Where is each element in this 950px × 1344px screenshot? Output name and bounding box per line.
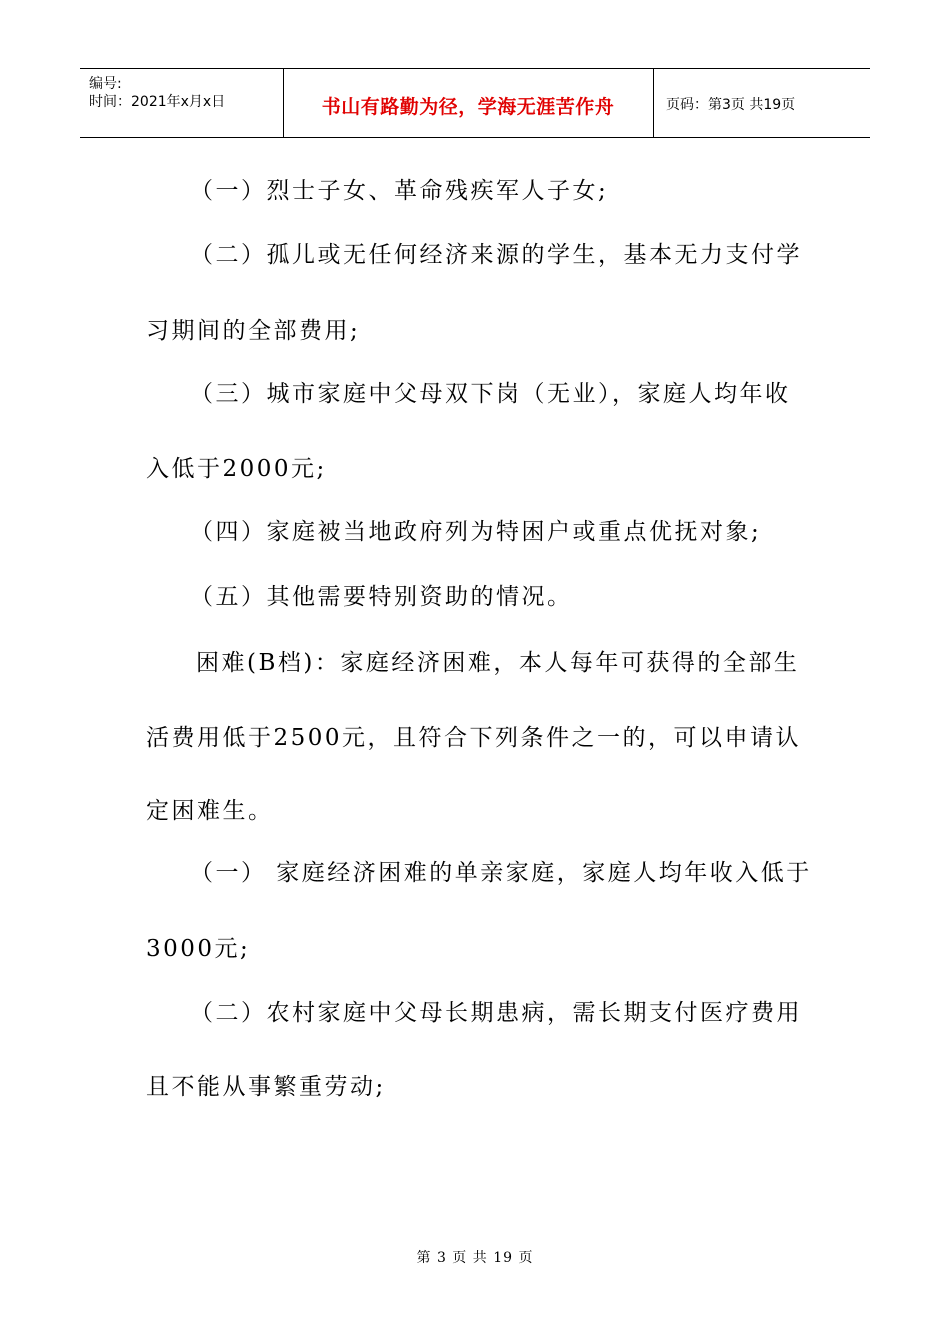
body-line-1: （一）烈士子女、革命残疾军人子女; [190, 178, 609, 204]
body-line-7: （五）其他需要特别资助的情况。 [190, 584, 573, 610]
body-line-8: 困难(B档)：家庭经济困难，本人每年可获得的全部生 [196, 650, 800, 676]
page-header [80, 68, 870, 138]
header-motto-cell [283, 69, 654, 137]
body-line-5: 入低于2000元; [146, 456, 327, 482]
page-footer: 第 3 页 共 19 页 [416, 1250, 534, 1266]
header-page-number: 页码：第3页 共19页 [666, 97, 796, 113]
header-page-cell [653, 69, 870, 137]
body-line-12: 3000元; [146, 936, 251, 962]
body-line-13: （二）农村家庭中父母长期患病，需长期支付医疗费用 [190, 1000, 802, 1026]
body-line-11: （一） 家庭经济困难的单亲家庭，家庭人均年收入低于 [190, 860, 812, 886]
document-number-label: 编号: [89, 76, 122, 92]
body-line-4: （三）城市家庭中父母双下岗（无业），家庭人均年收 [190, 381, 791, 407]
body-line-6: （四）家庭被当地政府列为特困户或重点优抚对象; [190, 519, 762, 545]
body-line-9: 活费用低于2500元，且符合下列条件之一的，可以申请认 [146, 725, 802, 751]
document-date-label: 时间：2021年x月x日 [89, 94, 226, 110]
body-line-2: （二）孤儿或无任何经济来源的学生，基本无力支付学 [190, 242, 802, 268]
body-line-10: 定困难生。 [146, 798, 274, 824]
header-meta-cell [80, 69, 284, 137]
header-motto: 书山有路勤为径，学海无涯苦作舟 [321, 96, 615, 118]
body-line-3: 习期间的全部费用; [146, 318, 361, 344]
body-line-14: 且不能从事繁重劳动; [146, 1074, 386, 1100]
